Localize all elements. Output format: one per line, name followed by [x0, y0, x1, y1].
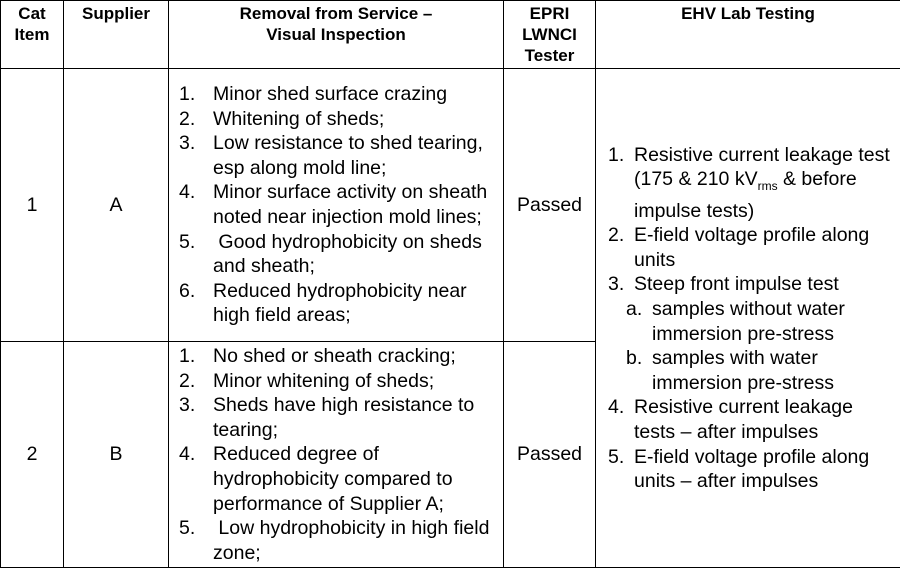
list-item: 1. No shed or sheath cracking; — [169, 344, 499, 369]
list-item: 5. Low hydrophobicity in high field zone; — [169, 516, 499, 565]
supplier-cell: B — [64, 342, 169, 568]
header-row — [1, 1, 900, 69]
sub-list-item: b. samples with water immersion pre-stress — [596, 346, 896, 395]
list-item: 4. Reduced degree of hydrophobicity compared to performance of Supplier A; — [169, 442, 499, 516]
list-item: 2. Whitening of sheds; — [169, 107, 499, 132]
header-supplier: Supplier — [64, 1, 169, 69]
epri-result-cell: Passed — [504, 69, 596, 342]
header-ehv-lab-testing: EHV Lab Testing — [596, 1, 900, 69]
ehv-lab-testing-cell — [596, 69, 900, 568]
supplier-cell: A — [64, 69, 169, 342]
list-item: 1. Minor shed surface crazing — [169, 82, 499, 107]
list-item: 3. Steep front impulse test — [596, 272, 896, 297]
list-item: 2. E-field voltage profile along units — [596, 223, 896, 272]
list-item: 2. Minor whitening of sheds; — [169, 369, 499, 394]
list-item: 3. Sheds have high resistance to tearing; — [169, 393, 499, 442]
list-item: 1. Resistive current leakage test (175 & 210 $kV_{rms}$ & before impulse tests) — [596, 143, 896, 224]
list-item: 4. Resistive current leakage tests – after impulses — [596, 395, 896, 444]
list-item: 4. Minor surface activity on sheath noted near injection mold lines; — [169, 180, 499, 229]
list-item: 3. Low resistance to shed tearing, esp along mold line; — [169, 131, 499, 180]
cat-item-cell: 1 — [1, 69, 64, 342]
list-item: 6. Reduced hydrophobicity near high field areas; — [169, 279, 499, 328]
header-cat-item: Cat Item — [1, 1, 64, 69]
header-visual-inspection: Removal from Service – Visual Inspection — [169, 1, 504, 69]
list-item: 5. Good hydrophobicity on sheds and sheath; — [169, 230, 499, 279]
visual-inspection-cell — [169, 342, 504, 568]
table-row — [1, 69, 900, 342]
header-epri-tester: EPRI LWNCI Tester — [504, 1, 596, 69]
sub-list-item: a. samples without water immersion pre-stress — [596, 297, 896, 346]
cat-item-cell: 2 — [1, 342, 64, 568]
epri-result-cell: Passed — [504, 342, 596, 568]
list-item: 5. E-field voltage profile along units – after impulses — [596, 445, 896, 494]
visual-inspection-cell — [169, 69, 504, 342]
